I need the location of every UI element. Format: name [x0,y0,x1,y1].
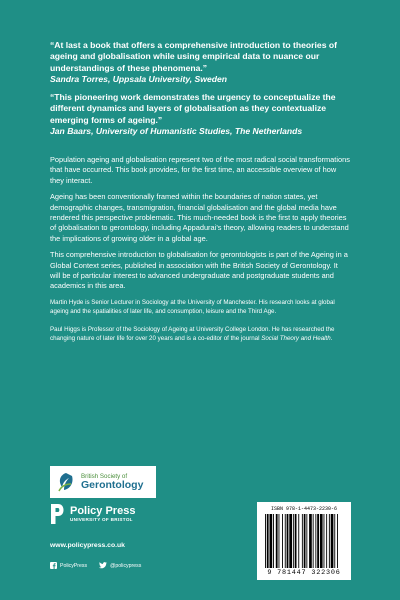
policy-press-name: Policy Press [70,505,136,517]
policy-press-p-icon [50,503,64,525]
barcode-bar [295,514,297,568]
barcode-digits: 9 781447 322306 [267,569,341,577]
barcode-bar [315,514,316,568]
barcode-bar [317,514,319,568]
barcode-bar [337,514,338,568]
barcode-bar [273,514,274,568]
facebook-icon [50,562,57,569]
barcode-bar [282,514,283,568]
bsg-emblem-icon [56,471,76,493]
endorsements [50,40,355,144]
description-paragraph: Ageing has been conventionally framed within the boundaries of nation states, yet demographic changes, transmigration, financial globalisation and the global media have rendered this perspective problematic. This much-needed book is the first to apply theories of globalisation to gerontology, including Appadurai’s theory, allowing readers to understand the implications of growing older in a global age. [50,192,349,243]
barcode-bar [324,514,325,568]
barcode-bar [309,514,312,568]
barcode-bar [304,514,306,568]
barcode-bar [289,514,292,568]
isbn-barcode [257,502,351,580]
bio-text: Paul Higgs is Professor of the Sociology of Ageing at University College London. He has researched the changing nature of later life for over 20 years and is a co-editor of the journal [50,325,335,342]
barcode-bar [285,514,286,568]
twitter-icon [99,562,107,569]
twitter-link[interactable] [99,562,141,569]
barcode-bar [279,514,280,568]
twitter-handle: @policypress [110,562,142,569]
endorsement-source: Jan Baars, University of Humanistic Studies, The Netherlands [50,126,303,137]
facebook-link[interactable] [50,562,87,569]
policy-press-logo [50,503,135,525]
barcode-bar [276,514,278,568]
publisher-website[interactable]: www.policypress.co.uk [50,542,125,549]
barcode-bar [306,514,307,568]
facebook-handle: PolicyPress [60,562,88,569]
bio-text-end: . [330,334,333,342]
isbn-label: ISBN 978-1-4473-2230-6 [270,506,337,512]
endorsement-quote: “This pioneering work demonstrates the urgency to conceptualize the different dynamics and layers of globalisation as they contextualize emerging forms of ageing.” [50,92,336,125]
barcode-bar [331,514,334,568]
endorsement-1 [50,40,355,85]
barcode-bar [329,514,330,568]
barcode-bar [334,514,335,568]
endorsement-source: Sandra Torres, Uppsala University, Sweden [50,73,228,84]
policy-press-university: UNIVERSITY OF BRISTOL [70,517,133,522]
endorsement-2 [50,92,355,137]
barcode-bar [320,514,323,568]
author-bio-hyde: Martin Hyde is Senior Lecturer in Sociology at the University of Manchester. His research looks at global ageing and the spatialities of later life, and consumption, leisure and the Third Age. [50,298,335,315]
social-links [50,562,153,569]
barcode-bar [293,514,294,568]
barcode-bar [298,514,299,568]
barcode-bar [265,514,266,568]
book-description [50,155,350,352]
author-bio-higgs [50,325,350,343]
barcode-bar [270,514,273,568]
bsg-name-line2: Gerontology [81,479,144,491]
bsg-logo [50,466,156,498]
barcode-bar [326,514,327,568]
journal-title: Social Theory and Health [261,334,331,342]
barcode-bar [302,514,303,568]
endorsement-quote: “At last a book that offers a comprehensive introduction to theories of ageing and globalisation while using empirical data to nuance our understandings of these phenomena.” [50,40,337,73]
description-paragraph: This comprehensive introduction to globalisation for gerontologists is part of the Ageing in a Global Context series, published in association with the British Society of Gerontology. It will be of particular interest to advanced undergraduate and postgraduate students and academics in this area. [50,250,348,291]
barcode-bar [313,514,314,568]
barcode-bar [287,514,289,568]
barcode-bar [267,514,269,568]
bsg-name-line1: British Society of [81,473,128,480]
barcode-bars [265,514,345,568]
description-paragraph: Population ageing and globalisation represent two of the most radical social transformations that have occurred. This book provides, for the first time, an accessible overview of how they interact. [50,155,350,185]
